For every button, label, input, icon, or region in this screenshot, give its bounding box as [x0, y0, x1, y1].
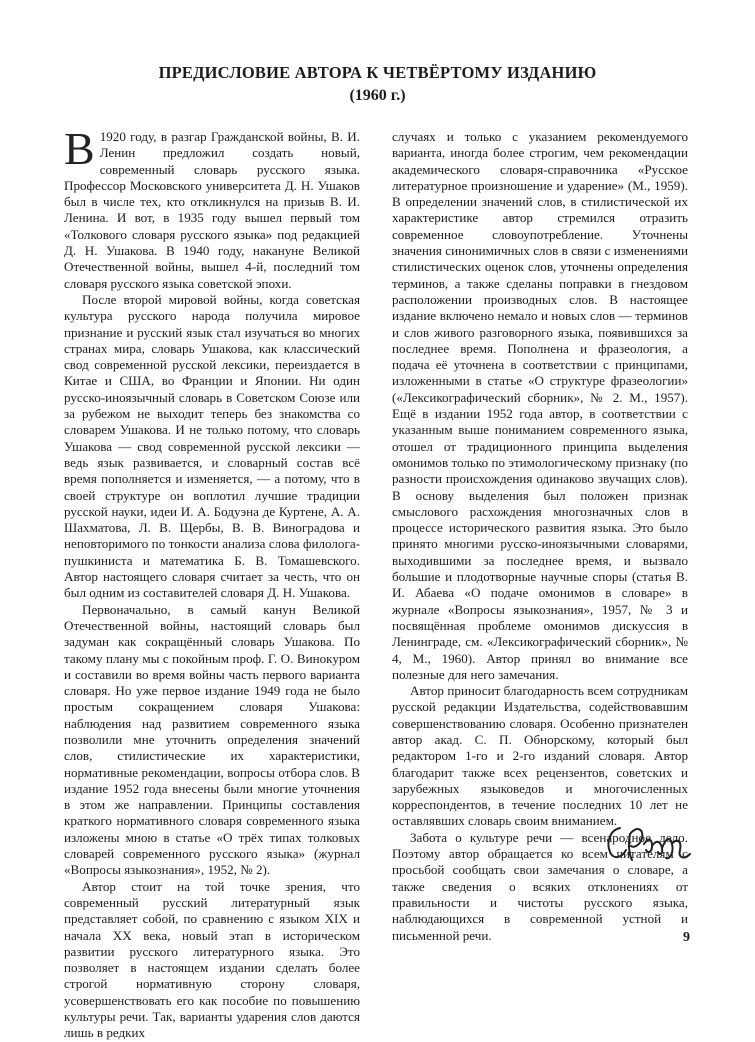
paragraph-3: Первоначально, в самый канун Великой Отечественной войны, настоящий словарь был задуман как сокращённый словарь Ушакова. По такому плану мы с покойным проф. Г. О. Винокуром и составили во время войны часть первого варианта словаря. Но уже первое издание 1949 года не было простым сокращением словаря Ушакова: наблюдения над развитием современного языка позволили мне уточнить определения значений слов, стилистические их характеристики, нормативные рекомендации, вопросы отбора слов. В издание 1952 года внесены были многие уточнения в этом же направлении. Принципы составления краткого нормативного словаря современного языка изложены мною в статье «О трёх типах толковых словарей современного русского языка» (журнал «Вопросы языкознания», 1952, № 2). [64, 601, 360, 878]
paragraph-7: Забота о культуре речи — всенародное дело. Поэтому автор обращается ко всем читателям с просьбой сообщать свои замечания о словаре, а также сведения о всяких отклонениях от правильности и чистоты русского языка, наблюдающихся в современной устной и письменной речи. [392, 829, 688, 943]
page-number: 9 [683, 930, 690, 945]
page-title: ПРЕДИСЛОВИЕ АВТОРА К ЧЕТВЁРТОМУ ИЗДАНИЮ [158, 63, 597, 82]
page-subtitle: (1960 г.) [349, 87, 406, 104]
text-column-left [64, 123, 360, 1042]
paragraph-1-text: 1920 году, в разгар Гражданской войны, В. И. Ленин предложил создать новый, современный словарь русского языка. Профессор Московского университета Д. Н. Ушаков был в числе тех, кто откликнулся на призыв В. И. Ленина. И вот, в 1935 году вышел первый том «Толкового словаря русского языка» под редакцией Д. Н. Ушакова. В 1940 году, накануне Великой Отечественной войны, вышел 4-й, последний том словаря русского языка советской эпохи. [64, 129, 360, 291]
paragraph-2: После второй мировой войны, когда советская культура русского народа получила мировое признание и русский язык стал изучаться во многих странах мира, словарь Ушакова, как классический свод современной русской лексики, переиздается в Китае и США, во Франции и Японии. Ни один русско-иноязычный словарь в Советском Союзе или за рубежом не выходит теперь без знакомства со словарем Ушакова. И не только потому, что словарь Ушакова — свод современной русской лексики — ведь язык развивается, и словарный состав всё время пополняется и изменяется, — а потому, что в своей структуре он воплотил лучшие традиции русской науки, идеи И. А. Бодуэна де Куртене, А. А. Шахматова, Л. В. Щербы, В. В. Виноградова и неповторимого по тонкости анализа слова филолога-пушкиниста и математика Б. В. Томашевского. Автор настоящего словаря считает за честь, что он был одним из составителей словаря Д. Н. Ушакова. [64, 291, 360, 601]
paragraph-1 [64, 123, 360, 292]
paragraph-5: случаях и только с указанием рекомендуемого варианта, иногда более строгим, чем рекомендации академического словаря-справочника «Русское литературное произношение и ударение» (М., 1959). В определении значений слов, в стилистической их характеристике автор стремился отразить современное словоупотребление. Уточнены значения синонимичных слов в связи с изменениями стилистических оценок слов, уточнены определения терминов, а также сделаны поправки в гнездовом расположении производных слов. В настоящее издание включено немало и новых слов — терминов и слов живого разговорного языка, появившихся за последнее время. Пополнена и фразеология, а подача её уточнена в соответствии с принципами, изложенными в статье «О структуре фразеологии» («Лексикографический сборник», № 2. М., 1957). Ещё в издании 1952 года автор, в соответствии с указанным выше пониманием современного языка, отошел от традиционного принципа выделения омонимов только по этимологическому признаку (по разности происхождения одинаково звучащих слов). В основу выделения был положен признак смыслового расхождения многозначных слов в процессе исторического развития языка. Это было принято многими русско-иноязычными словарями, выходившими за последнее время, и вызвало большие и плодотворные научные споры (статья В. И. Абаева «О подаче омонимов в словаре» в журнале «Вопросы языкознания», 1957, № 3 и посвящённая проблеме омонимов дискуссия в Ленинграде, см. «Лексикографический сборник», № 4, М., 1960). Автор принял во внимание все полезные для него замечания. [392, 129, 688, 682]
paragraph-4: Автор стоит на той точке зрения, что современный русский литературный язык представляет собой, по сравнению с языком XIX и начала XX века, новый этап в историческом развитии русского литературного языка. Это позволяет в настоящем издании сделать более строгой нормативную сторону словаря, усовершенствовать его как пособие по повышению культуры речи. Так, варианты ударения слов даются лишь в редких [64, 878, 360, 1041]
drop-cap: В [64, 123, 95, 174]
paragraph-6: Автор приносит благодарность всем сотрудникам русской редакции Издательства, содействовавшим совершенствованию словаря. Особенно признателен автор акад. С. П. Обнорскому, который был редактором 1-го и 2-го изданий словаря. Автор благодарит также всех рецензентов, советских и зарубежных языковедов и многочисленных корреспондентов, в течение последних 10 лет не оставлявших словарь своим вниманием. [392, 683, 688, 829]
handwritten-signature-icon [600, 808, 700, 868]
